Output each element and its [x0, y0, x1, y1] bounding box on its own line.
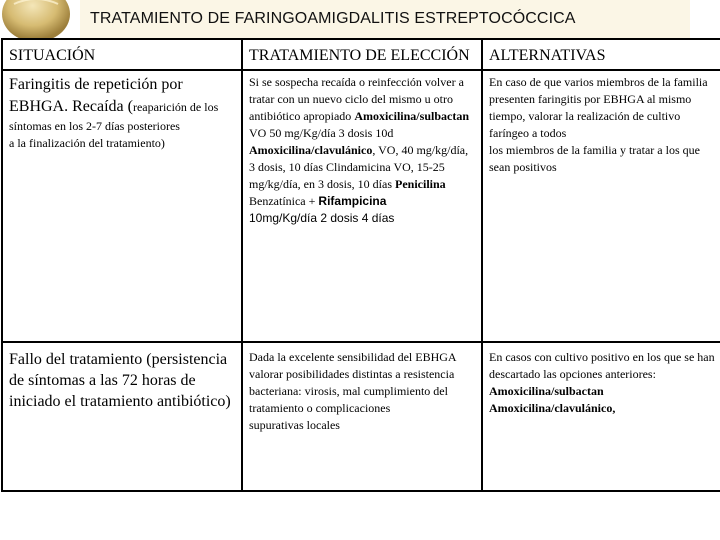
drug4-dose: 10mg/Kg/día 2 dosis 4 días — [249, 211, 395, 225]
drug2-dose: , VO, 40 mg/kg/día, 3 dosis, 10 días — [249, 143, 469, 174]
onion-logo — [0, 0, 72, 40]
alt-drug2: Amoxicilina/clavulánico, — [489, 401, 616, 415]
header-situacion: SITUACIÓN — [2, 39, 242, 70]
drug4-name: Penicilina — [395, 177, 446, 191]
row1-situacion-small-a: reaparición de los — [132, 100, 219, 114]
page-title: TRATAMIENTO DE FARINGOAMIGDALITIS ESTREPTOCÓCCICA — [90, 10, 576, 27]
table-header-row — [2, 39, 720, 70]
row2-tratamiento-b: supurativas locales — [249, 418, 340, 432]
row1-alternativas — [482, 70, 720, 342]
row1-situacion — [2, 70, 242, 342]
row1-situacion-small-c: a la finalización del tratamiento) — [9, 136, 165, 150]
table-row — [2, 70, 720, 342]
drug3: Clindamicina VO, 15-25 mg/kg/día, en 3 dosis, 10 días — [249, 160, 445, 191]
row2-alternativas-intro: En casos con cultivo positivo en los que se han descartado las opciones anteriores: — [489, 350, 715, 381]
row1-situacion-main: Faringitis de repetición por EBHGA. Recaída ( — [9, 76, 183, 115]
table-row — [2, 342, 720, 491]
drug1-dose: VO 50 mg/Kg/día 3 dosis 10d — [249, 126, 394, 140]
header-alternativas: ALTERNATIVAS — [482, 39, 720, 70]
drug4-mid: Benzatínica + — [249, 194, 319, 208]
row2-tratamiento — [242, 342, 482, 491]
row1-alternativas-a: En caso de que varios miembros de la familia presenten faringitis por EBHGA al mismo tiempo, valorar la realización de cultivo faríngeo a todos — [489, 75, 708, 140]
row2-situacion: Fallo del tratamiento (persistencia de síntomas a las 72 horas de iniciado el tratamiento antibiótico) — [2, 342, 242, 491]
row2-tratamiento-a: Dada la excelente sensibilidad del EBHGA valorar posibilidades distintas a resistencia bacteriana: virosis, mal cumplimiento del tratamiento o complicaciones — [249, 350, 456, 415]
row1-tratamiento-intro: Si se sospecha recaída o reinfección volver a tratar con un nuevo ciclo del mismo u otro antibiótico apropiado — [249, 75, 464, 123]
row1-alternativas-b: los miembros de la familia y tratar a los que sean positivos — [489, 143, 700, 174]
row2-alternativas — [482, 342, 720, 491]
drug4-name2: Rifampicina — [318, 194, 387, 208]
treatment-table — [1, 38, 720, 492]
drug1-name: Amoxicilina/sulbactan — [354, 109, 469, 123]
row1-situacion-small-b: síntomas en los 2-7 días posteriores — [9, 119, 180, 133]
row1-tratamiento — [242, 70, 482, 342]
header-tratamiento: TRATAMIENTO DE ELECCIÓN — [242, 39, 482, 70]
drug2-name: Amoxicilina/clavulánico — [249, 143, 373, 157]
alt-drug1: Amoxicilina/sulbactan — [489, 384, 604, 398]
